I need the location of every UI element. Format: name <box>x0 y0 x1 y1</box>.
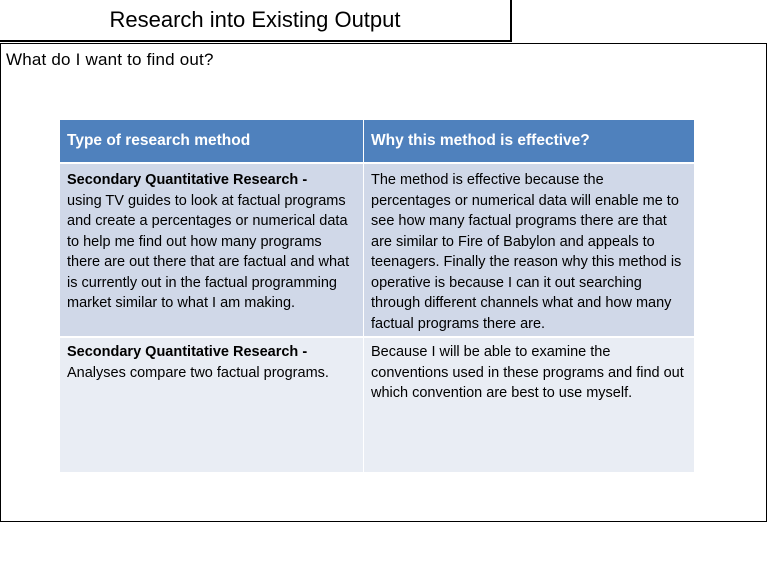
research-methods-table <box>60 120 694 472</box>
method-cell <box>60 163 364 337</box>
slide-title-text: Research into Existing Output <box>109 7 401 32</box>
reason-cell: The method is effective because the percentages or numerical data will enable me to see how many factual programs there are that are similar to Fire of Babylon and appeals to teenagers. Finally the reason why this method is operative is because I can it out searching through different channels what and how many factual programs there are. <box>364 163 695 337</box>
method-text: Analyses compare two factual programs. <box>67 364 329 381</box>
method-lead: Secondary Quantitative Research - <box>67 344 308 360</box>
table-row <box>60 337 694 472</box>
table-header-row <box>60 120 694 163</box>
header-method: Type of research method <box>60 120 364 163</box>
method-lead: Secondary Quantitative Research - <box>67 172 308 188</box>
reason-cell: Because I will be able to examine the conventions used in these programs and find out which convention are best to use myself. <box>364 337 695 472</box>
slide-question: What do I want to find out? <box>6 50 214 69</box>
table-row <box>60 163 694 337</box>
slide-title <box>0 0 512 42</box>
header-reason: Why this method is effective? <box>364 120 695 163</box>
method-text: using TV guides to look at factual programs and create a percentages or numerical data to help me find out how many programs there are out there that are factual and what is currently out in the factual programming market similar to what I am making. <box>67 192 350 311</box>
method-cell <box>60 337 364 472</box>
